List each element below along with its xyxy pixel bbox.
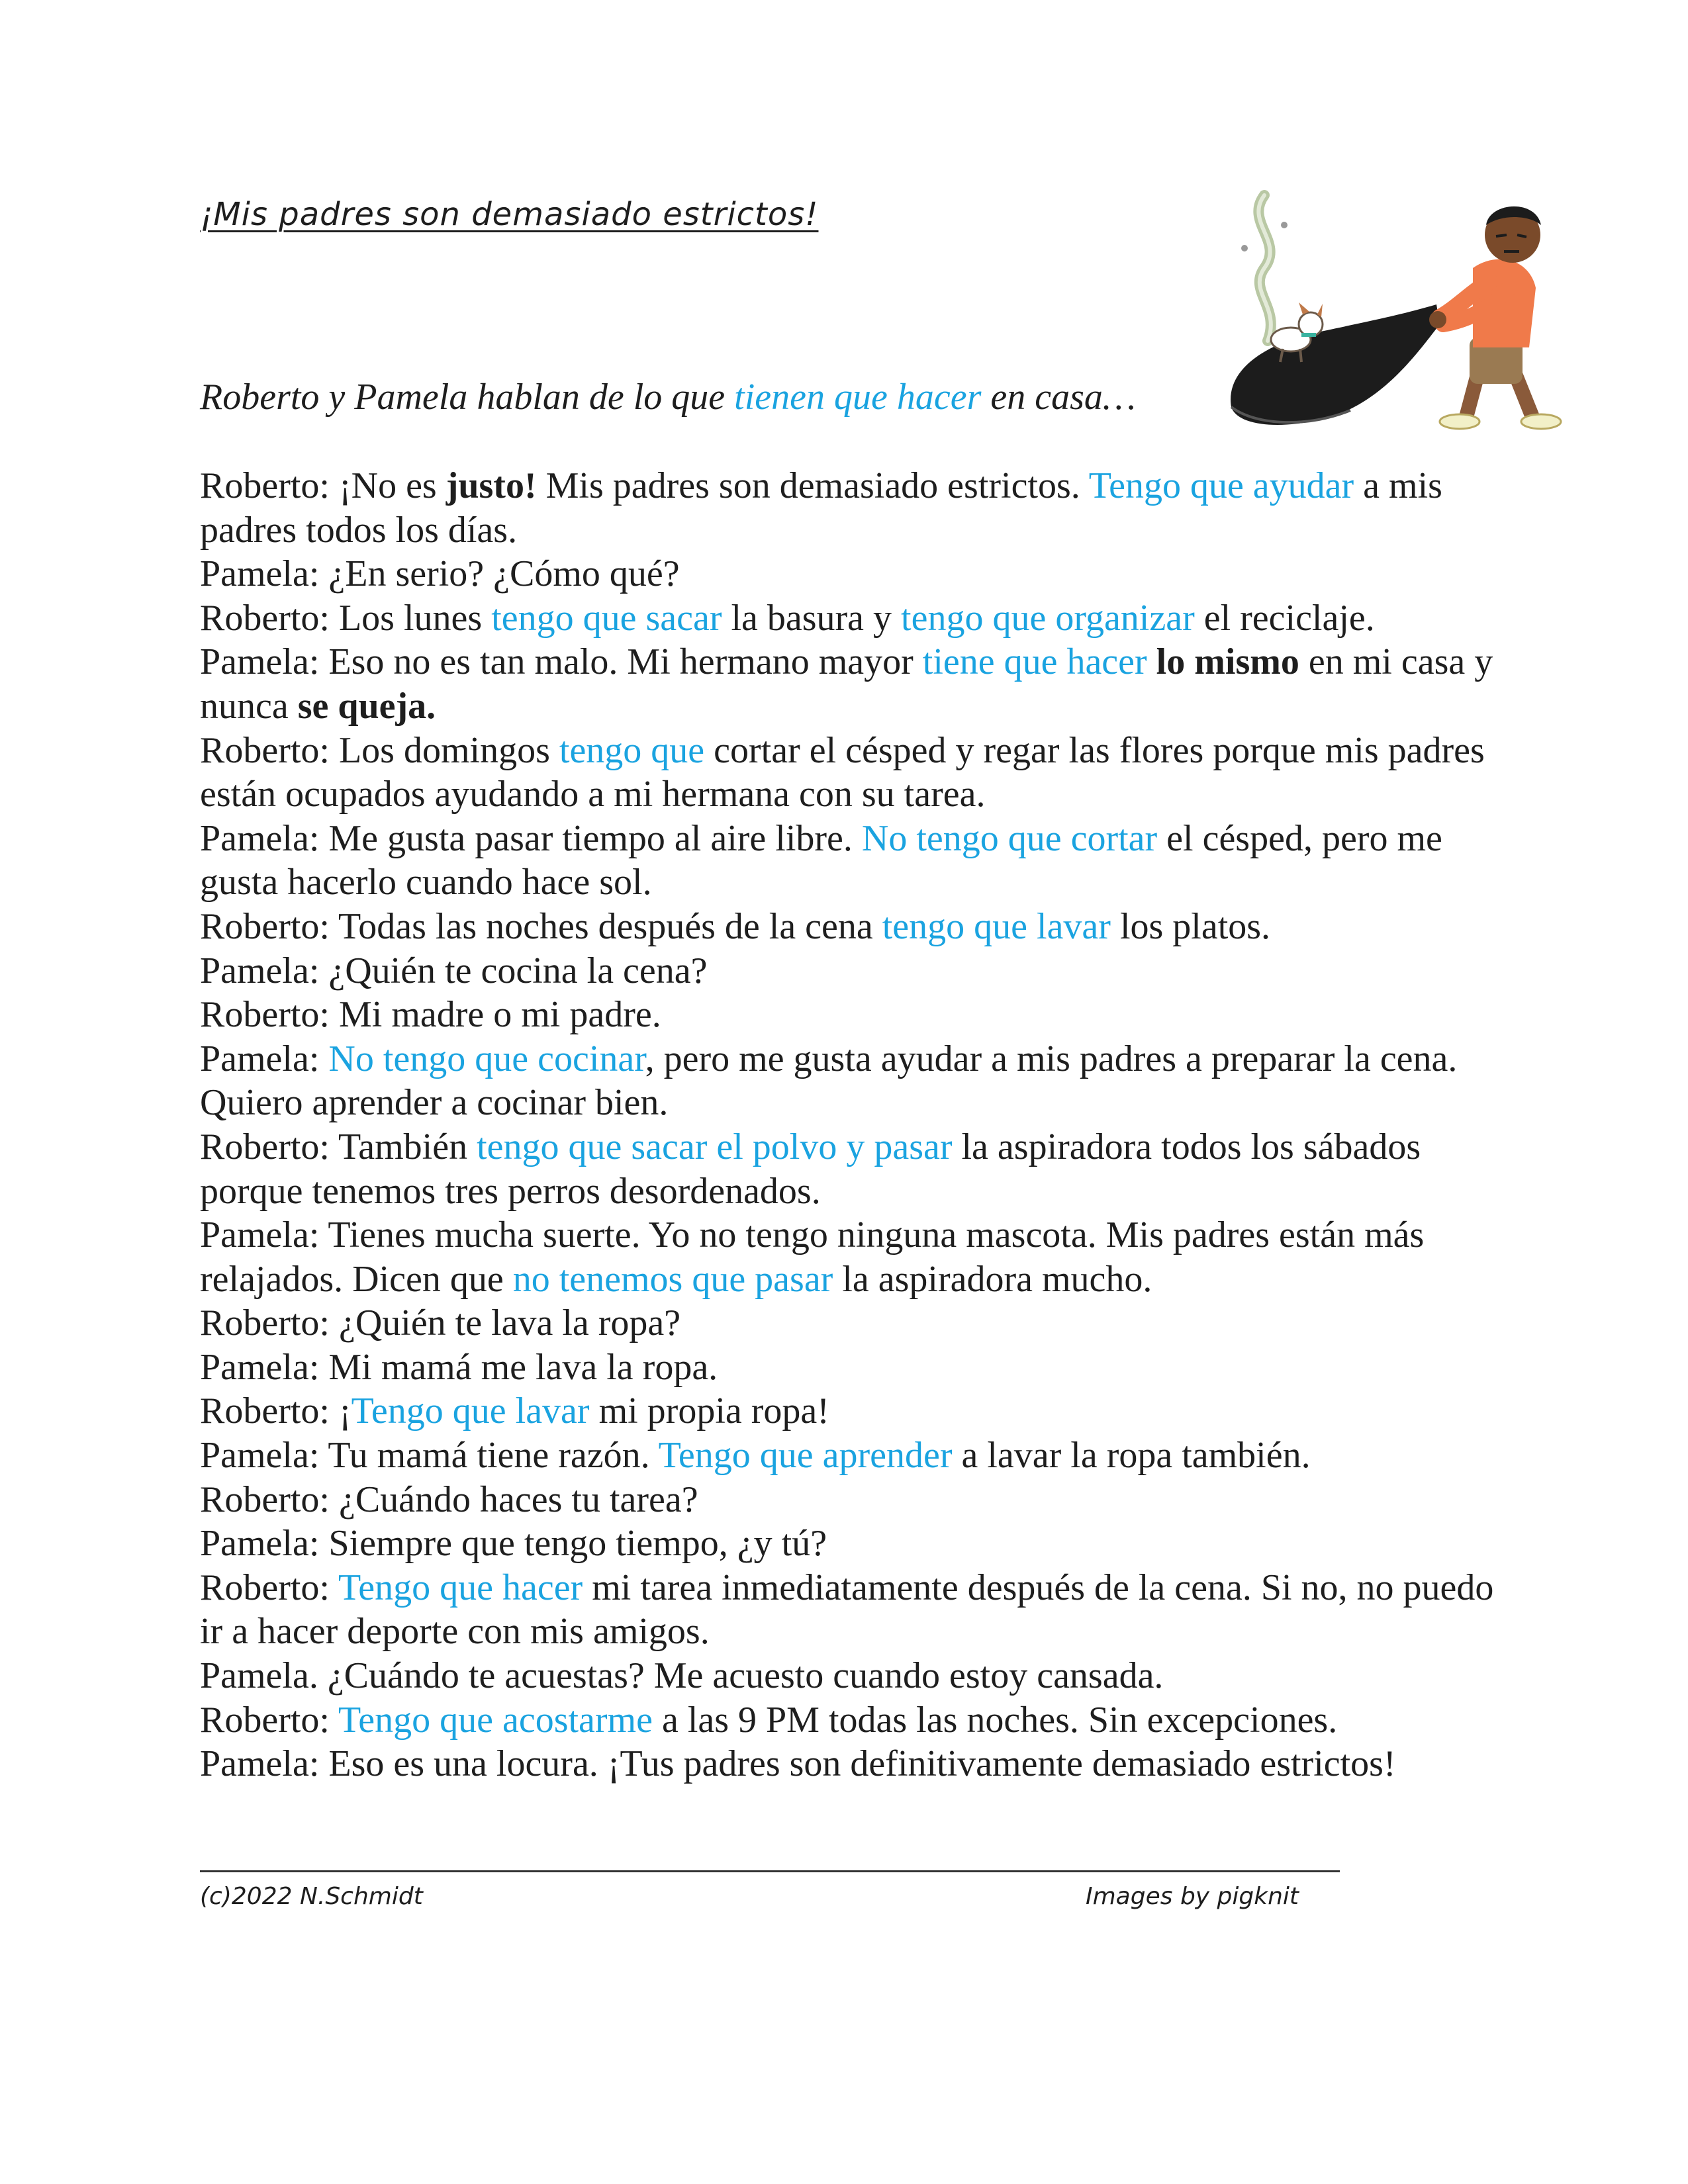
highlighted-phrase: Tengo que hacer <box>338 1567 583 1608</box>
dialogue-text: a lavar la ropa también. <box>952 1435 1311 1477</box>
highlighted-phrase: tengo que <box>559 729 705 771</box>
dialogue-line <box>200 1125 1497 1213</box>
dialogue-text: , pero me gusta ayudar a mis padres a preparar la cena. Quiero aprender a cocinar bien. <box>200 1038 1458 1124</box>
dialogue-line <box>200 1566 1497 1654</box>
highlighted-phrase: tengo que organizar <box>901 597 1195 639</box>
dialogue-line <box>200 1522 1497 1566</box>
dialogue-line <box>200 1037 1497 1125</box>
dialogue-line <box>200 1698 1497 1743</box>
dialogue-text: Pamela: Mi mamá me lava la ropa. <box>200 1346 718 1388</box>
dialogue-text: Roberto: ¿Quién te lava la ropa? <box>200 1302 681 1344</box>
dialogue-text: Roberto: <box>200 1567 338 1608</box>
dialogue-text: Roberto: Los lunes <box>200 597 492 639</box>
dialogue <box>200 464 1497 1786</box>
dialogue-text: Roberto: También <box>200 1126 477 1167</box>
highlighted-phrase: tengo que sacar <box>491 597 722 639</box>
dialogue-text: Pamela: Me gusta pasar tiempo al aire libre. <box>200 817 862 859</box>
bold-phrase: se queja. <box>297 685 436 727</box>
dialogue-text: Roberto: ¡No es <box>200 465 446 506</box>
highlighted-phrase: no tenemos que pasar <box>512 1258 833 1300</box>
dialogue-text: Roberto: ¿Cuándo haces tu tarea? <box>200 1479 698 1520</box>
highlighted-phrase: tiene que hacer <box>922 641 1147 683</box>
dialogue-line <box>200 552 1497 596</box>
highlighted-phrase: Tengo que aprender <box>658 1435 953 1477</box>
dialogue-text: a las 9 PM todas las noches. Sin excepciones. <box>652 1699 1338 1741</box>
dialogue-line <box>200 1433 1497 1478</box>
dialogue-line <box>200 1478 1497 1522</box>
dialogue-text: a mis padres todos los días. <box>200 465 1442 551</box>
dialogue-line <box>200 905 1497 949</box>
dialogue-text: el césped, pero me gusta hacerlo cuando hace sol. <box>200 817 1442 903</box>
dialogue-line <box>200 949 1497 993</box>
image-credit-text: Images by pigknit <box>1086 1883 1299 1910</box>
highlighted-phrase: Tengo que lavar <box>351 1390 590 1432</box>
highlighted-phrase: tengo que lavar <box>882 905 1111 947</box>
dialogue-text: Pamela: Eso no es tan malo. Mi hermano mayor <box>200 641 923 683</box>
dialogue-text: Roberto: Mi madre o mi padre. <box>200 994 661 1036</box>
highlighted-phrase: No tengo que cocinar <box>328 1038 645 1079</box>
dialogue-text: Pamela: Eso es una locura. ¡Tus padres son definitivamente demasiado estrictos! <box>200 1743 1396 1785</box>
dialogue-text: Pamela: Tu mamá tiene razón. <box>200 1435 659 1477</box>
dialogue-line <box>200 1742 1497 1786</box>
dialogue-line <box>200 729 1497 817</box>
dialogue-line <box>200 993 1497 1037</box>
dialogue-line <box>200 817 1497 905</box>
dialogue-line <box>200 1301 1497 1345</box>
dialogue-line <box>200 640 1497 728</box>
dialogue-text: Roberto: Los domingos <box>200 729 559 771</box>
dialogue-text: cortar el césped y regar las flores porque mis padres están ocupados ayudando a mi hermana con su tarea. <box>200 729 1485 815</box>
dialogue-line <box>200 1213 1497 1301</box>
dialogue-text: los platos. <box>1110 905 1271 947</box>
dialogue-line <box>200 1345 1497 1390</box>
bold-phrase: justo! <box>445 465 537 506</box>
bold-phrase: lo mismo <box>1156 641 1299 683</box>
dialogue-text: la aspiradora todos los sábados porque tenemos tres perros desordenados. <box>200 1126 1421 1212</box>
dialogue-text: Mis padres son demasiado estrictos. <box>536 465 1089 506</box>
dialogue-line <box>200 1654 1497 1698</box>
highlighted-phrase: Tengo que acostarme <box>338 1699 653 1741</box>
highlighted-phrase: Tengo que ayudar <box>1088 465 1354 506</box>
page-title: ¡Mis padres son demasiado estrictos! <box>200 196 819 233</box>
dialogue-text: Pamela. ¿Cuándo te acuestas? Me acuesto cuando estoy cansada. <box>200 1655 1164 1697</box>
dialogue-line <box>200 596 1497 641</box>
dialogue-line <box>200 464 1497 552</box>
dialogue-text: Pamela: <box>200 1038 329 1079</box>
dialogue-text: en mi casa y nunca <box>200 641 1493 727</box>
dialogue-text <box>1147 641 1156 682</box>
dialogue-text: Roberto: ¡ <box>200 1390 352 1432</box>
dialogue-text: el reciclaje. <box>1194 597 1375 639</box>
dialogue-text: mi tarea inmediatamente después de la cena. Si no, no puedo ir a hacer deporte con mis amigos. <box>200 1567 1494 1653</box>
dialogue-text: Pamela: Siempre que tengo tiempo, ¿y tú? <box>200 1523 827 1565</box>
dialogue-text: la basura y <box>722 597 902 639</box>
highlighted-phrase: tengo que sacar el polvo y pasar <box>477 1126 953 1167</box>
dialogue-text: mi propia ropa! <box>589 1390 829 1432</box>
boy-with-trash-bag-illustration <box>1218 189 1589 453</box>
dialogue-text: Pamela: Tienes mucha suerte. Yo no tengo ninguna mascota. Mis padres están más relajados. Dicen que <box>200 1214 1425 1300</box>
dialogue-line <box>200 1389 1497 1433</box>
footer-divider <box>200 1870 1340 1872</box>
dialogue-text: la aspiradora mucho. <box>833 1258 1152 1300</box>
dialogue-text: Pamela: ¿En serio? ¿Cómo qué? <box>200 553 680 595</box>
dialogue-text: Pamela: ¿Quién te cocina la cena? <box>200 950 708 991</box>
intro-line: Roberto y Pamela hablan de lo que tienen que hacer en casa… <box>200 377 1136 418</box>
highlighted-phrase: No tengo que cortar <box>861 817 1158 859</box>
copyright-text: (c)2022 N.Schmidt <box>200 1883 423 1910</box>
dialogue-text: Roberto: Todas las noches después de la cena <box>200 905 882 947</box>
dialogue-text: Roberto: <box>200 1699 338 1741</box>
